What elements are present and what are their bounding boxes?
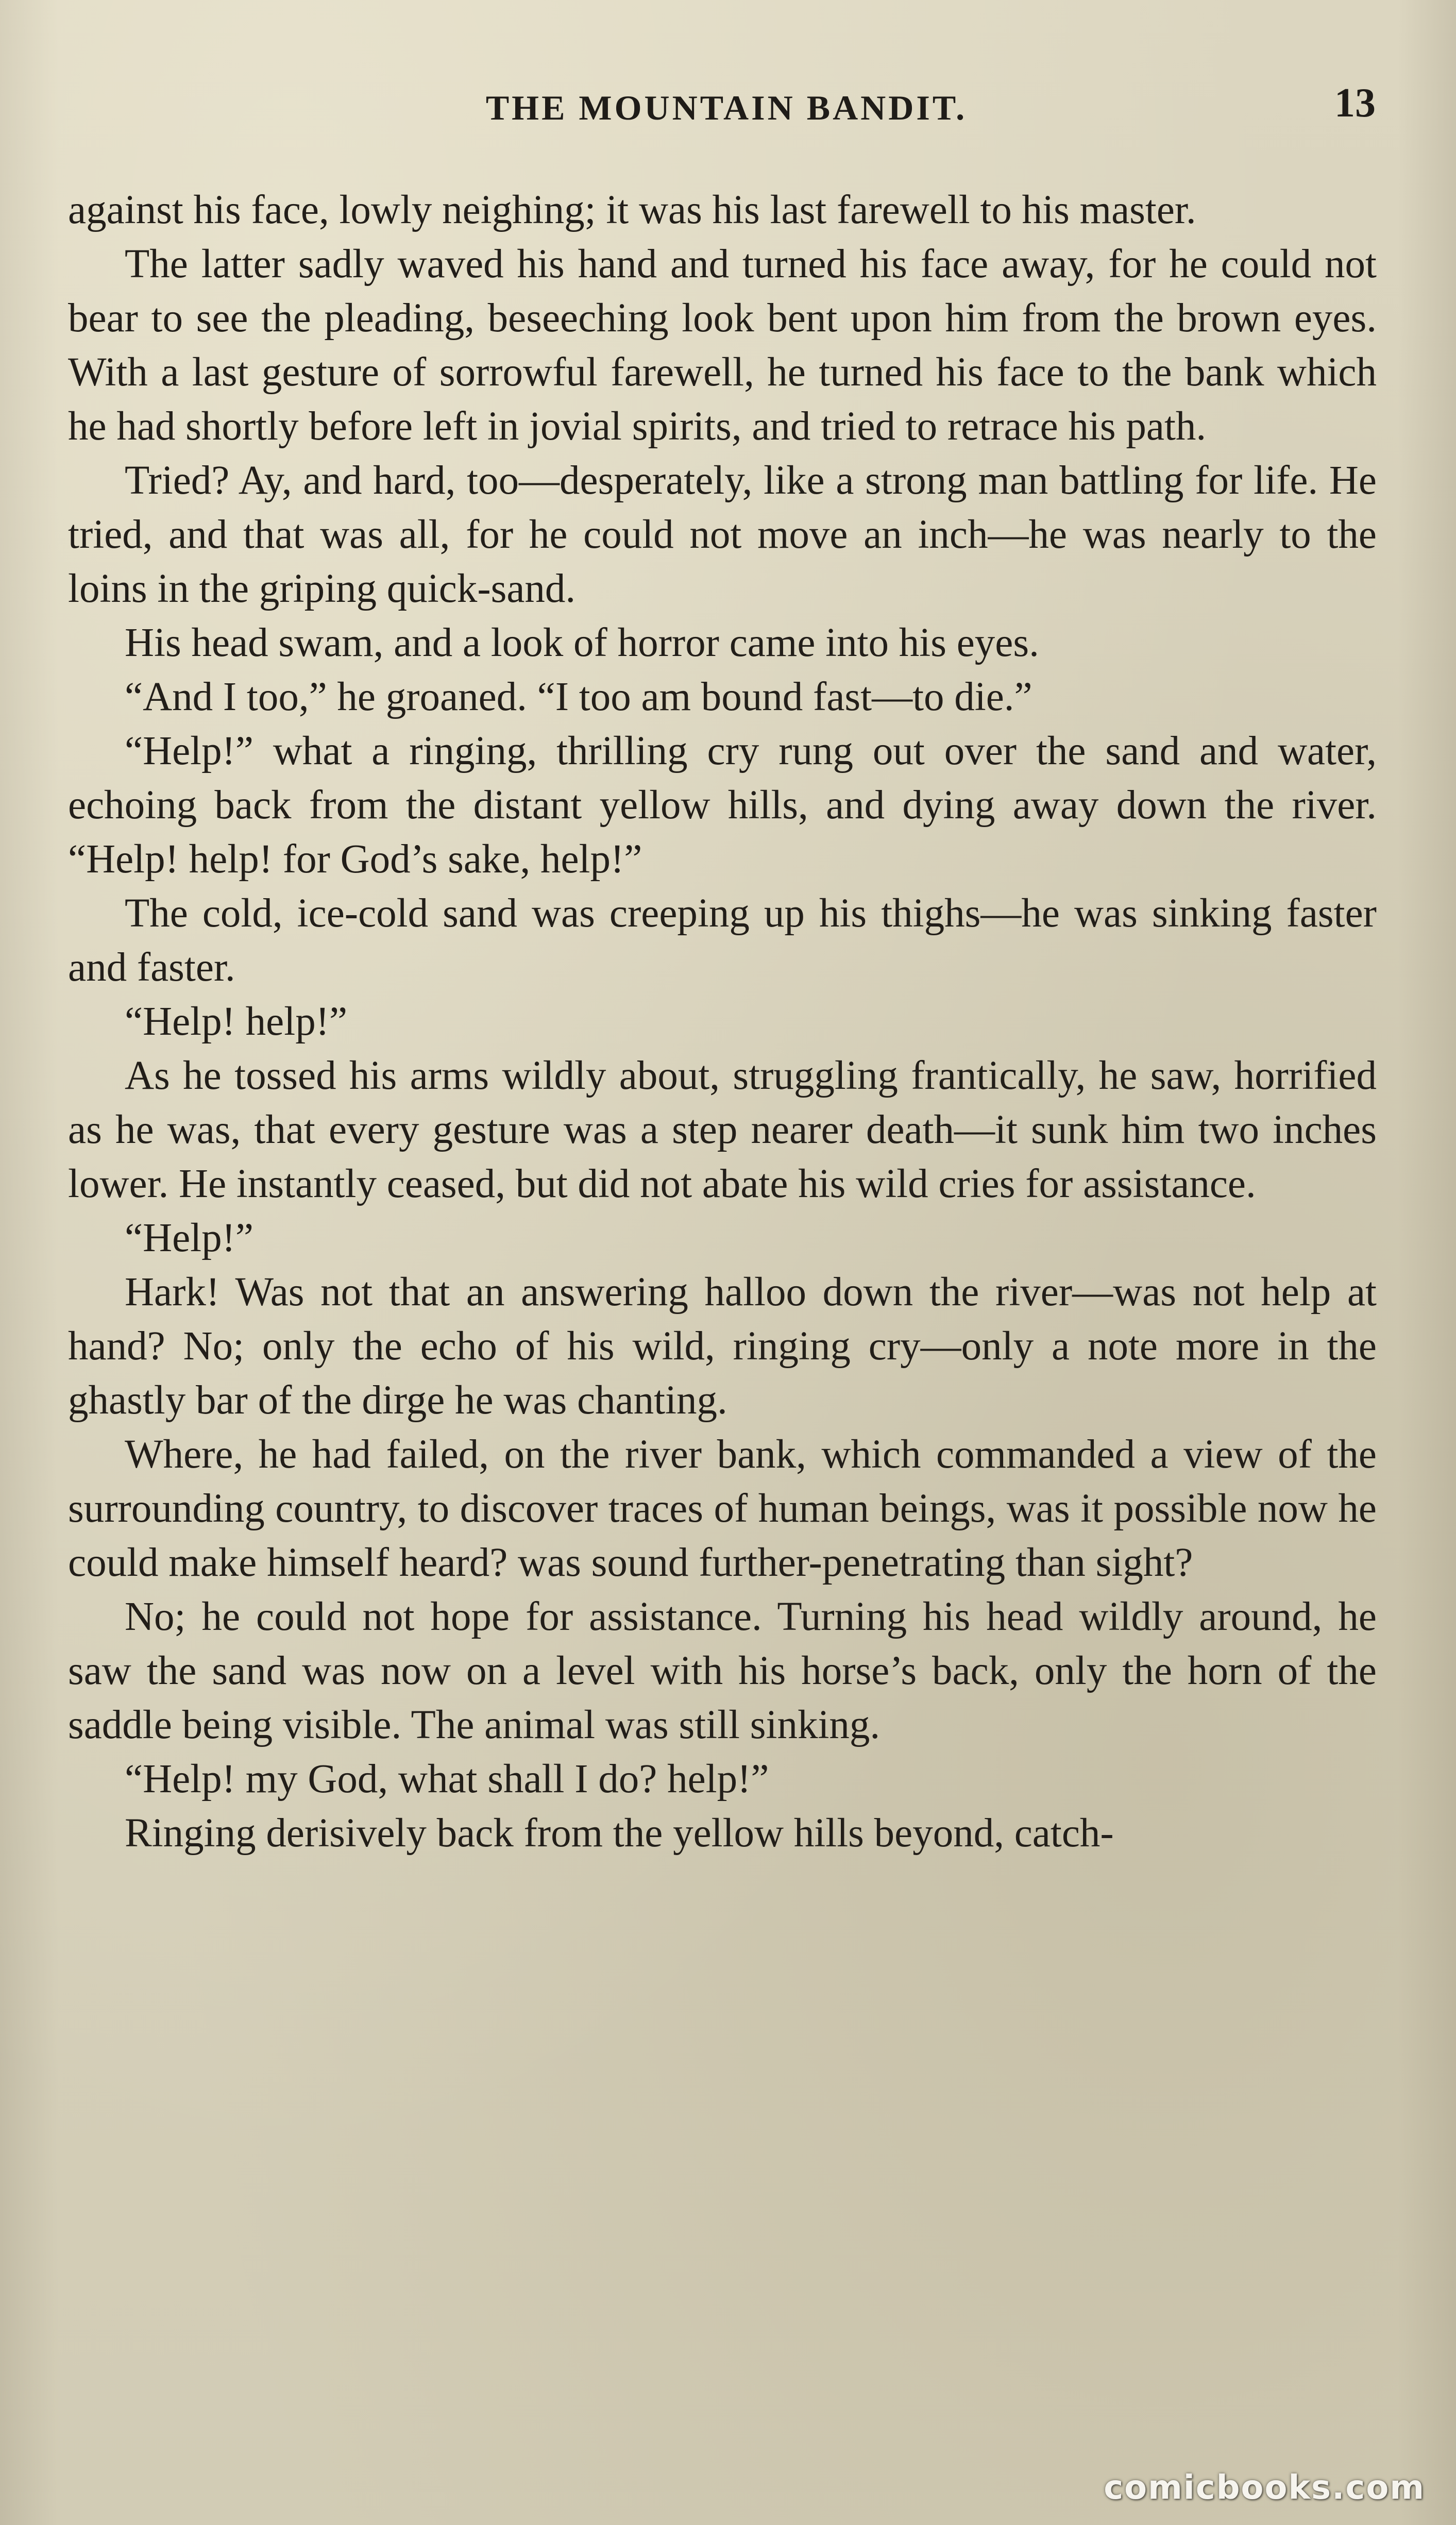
- paragraph: The cold, ice-cold sand was creeping up his thighs—he was sinking faster and faster.: [68, 891, 1377, 990]
- running-title: THE MOUNTAIN BANDIT.: [485, 88, 968, 127]
- running-head: [67, 77, 1386, 139]
- paragraph: Ringing derisively back from the yellow hills beyond, catch-: [125, 1811, 1114, 1856]
- paragraph: Tried? Ay, and hard, too—desperately, like a strong man battling for life. He tried, and that was all, for he could not move an inch—he was nearly to the loins in the griping quick-sand.: [68, 458, 1377, 611]
- body-text: [68, 183, 1377, 1860]
- paragraph: “Help! my God, what shall I do? help!”: [125, 1757, 769, 1802]
- paragraph: His head swam, and a look of horror came into his eyes.: [125, 620, 1039, 665]
- paragraph: Where, he had failed, on the river bank, which commanded a view of the surrounding country, to discover traces of human beings, was it possible now he could make himself heard? was sound further-penetrating than sight?: [68, 1432, 1377, 1585]
- paragraph: “Help!” what a ringing, thrilling cry rung out over the sand and water, echoing back from the distant yellow hills, and dying away down the river. “Help! help! for God’s sake, help!”: [68, 729, 1377, 882]
- paragraph: “Help! help!”: [125, 999, 348, 1044]
- page-number: 13: [1334, 80, 1376, 126]
- paragraph-continued: against his face, lowly neighing; it was his last farewell to his master.: [68, 188, 1196, 232]
- paragraph: As he tossed his arms wildly about, struggling frantically, he saw, horrified as he was, that every gesture was a step nearer death—it sunk him two inches lower. He instantly ceased, but did not abate his wild cries for assistance.: [68, 1053, 1377, 1206]
- paragraph: “And I too,” he groaned. “I too am bound fast—to die.”: [125, 675, 1032, 719]
- paragraph: “Help!”: [125, 1216, 253, 1260]
- paragraph: The latter sadly waved his hand and turned his face away, for he could not bear to see the pleading, beseeching look bent upon him from the brown eyes. With a last gesture of sorrowful farewell, he turned his face to the bank which he had shortly before left in jovial spirits, and tried to retrace his path.: [68, 242, 1377, 449]
- site-watermark: comicbooks.com: [1104, 2469, 1425, 2507]
- paragraph: Hark! Was not that an answering halloo down the river—was not help at hand? No; only the echo of his wild, ringing cry—only a note more in the ghastly bar of the dirge he was chanting.: [68, 1270, 1377, 1423]
- paragraph: No; he could not hope for assistance. Turning his head wildly around, he saw the sand was now on a level with his horse’s back, only the horn of the saddle being visible. The animal was still sinking.: [68, 1594, 1377, 1747]
